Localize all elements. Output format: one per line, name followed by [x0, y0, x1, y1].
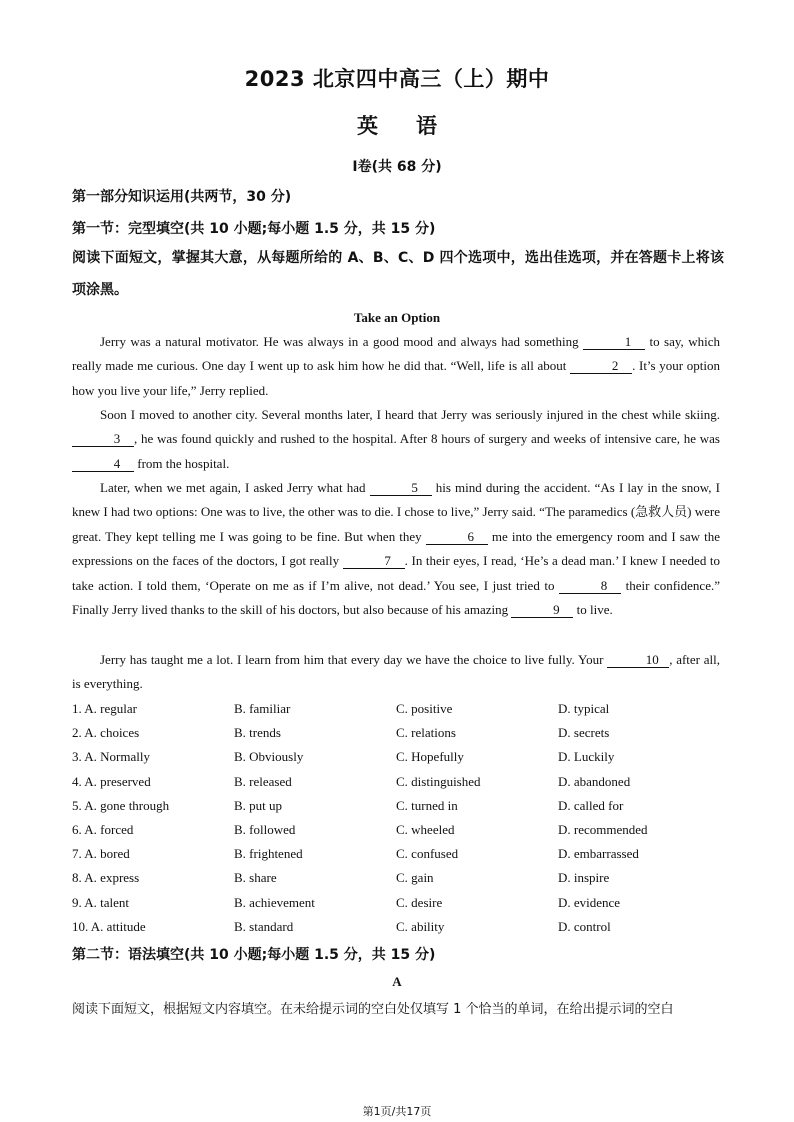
option-c: C. confused	[396, 846, 459, 862]
option-c: C. Hopefully	[396, 749, 464, 765]
option-c: C. wheeled	[396, 821, 455, 837]
blank-1: 1	[583, 335, 645, 350]
paragraph-text: Soon I moved to another city. Several months later, I heard that Jerry was seriously injured in the chest while skiing.	[100, 407, 720, 422]
option-row	[72, 721, 732, 745]
passage-paragraph-4	[72, 648, 720, 697]
option-c: C. gain	[396, 870, 434, 886]
option-b: B. achievement	[234, 894, 315, 910]
paragraph-text: to say, which really made me curious. One day I went up to ask him how he did that. “Well, life is all about	[72, 334, 720, 374]
paragraph-text: their confidence.” Finally Jerry lived thanks to the skill of his doctors, but also because of his amazing	[72, 577, 720, 618]
option-a: 6. A. forced	[72, 821, 134, 837]
option-b: B. frightened	[234, 846, 303, 862]
passage-paragraph-3	[72, 476, 720, 622]
option-row	[72, 915, 732, 939]
option-a: 7. A. bored	[72, 846, 130, 862]
paragraph-text: . It’s your option how you live your life,” Jerry replied.	[72, 358, 720, 398]
volume-label: Ⅰ卷(共 68 分)	[352, 159, 442, 175]
section2-instruction: 阅读下面短文，根据短文内容填空。在未给提示词的空白处仅填写 1 个恰当的单词，在给出提示词的空白	[72, 1002, 674, 1017]
subject-title: 英语	[357, 114, 475, 138]
blank-5: 5	[370, 481, 432, 496]
option-d: D. recommended	[558, 821, 648, 837]
option-b: B. put up	[234, 797, 283, 813]
option-b: B. Obviously	[234, 749, 304, 765]
section1-instruction: 阅读下面短文，掌握其大意，从每题所给的 A、B、C、D 四个选项中，选出佳选项，并在答题卡上将该项涂黑。	[72, 250, 724, 298]
option-d: D. Luckily	[558, 749, 615, 765]
passage-paragraph-1	[72, 330, 720, 403]
page-footer: 第1页/共17页	[362, 1105, 432, 1118]
option-a: 3. A. Normally	[72, 749, 150, 765]
option-d: D. abandoned	[558, 773, 631, 789]
option-row	[72, 818, 732, 842]
section2-heading: 第二节：语法填空(共 10 小题;每小题 1.5 分，共 15 分)	[72, 947, 436, 963]
option-b: B. trends	[234, 725, 281, 741]
option-d: D. inspire	[558, 870, 610, 886]
option-c: C. ability	[396, 918, 445, 934]
option-d: D. secrets	[558, 725, 610, 741]
blank-3: 3	[72, 432, 134, 447]
blank-9: 9	[511, 603, 573, 618]
option-a: 9. A. talent	[72, 894, 130, 910]
option-row	[72, 697, 732, 721]
option-d: D. called for	[558, 797, 624, 813]
option-c: C. positive	[396, 701, 453, 716]
paragraph-text: to live.	[573, 602, 613, 618]
option-a: 2. A. choices	[72, 725, 140, 741]
paragraph-text: Later, when we met again, I asked Jerry what had	[100, 480, 370, 495]
option-c: C. turned in	[396, 797, 458, 813]
option-a: 1. A. regular	[72, 701, 137, 716]
options-table	[72, 697, 732, 939]
exam-title: 2023 北京四中高三（上）期中	[244, 67, 550, 91]
paragraph-text: Jerry was a natural motivator. He was always in a good mood and always had something	[100, 334, 584, 349]
paragraph-text: , after all, is everything.	[72, 652, 720, 692]
option-d: D. control	[558, 918, 611, 934]
paragraph-text: , he was found quickly and rushed to the hospital. After 8 hours of surgery and weeks of intensive care, he was	[134, 431, 720, 447]
paragraph-text: . In their eyes, I read, ‘He’s a dead man.’ I knew I needed to take action. I told them, ‘Operate on me as if I’m alive, not dead.’ You see, I just tried to	[72, 553, 720, 593]
option-b: B. familiar	[234, 701, 291, 716]
option-b: B. standard	[234, 918, 294, 934]
paragraph-text: me into the emergency room and I saw the expressions on the faces of the doctors, I got really	[72, 528, 721, 569]
passage-paragraph-2	[72, 403, 720, 476]
blank-4: 4	[72, 457, 134, 472]
blank-2: 2	[570, 359, 632, 374]
paragraph-text: Jerry has taught me a lot. I learn from him that every day we have the choice to live fully. Your	[100, 652, 608, 667]
option-c: C. desire	[396, 894, 443, 910]
option-row	[72, 770, 732, 794]
option-d: D. evidence	[558, 894, 621, 910]
passage-title: Take an Option	[353, 310, 441, 325]
option-b: B. followed	[234, 821, 296, 837]
option-c: C. relations	[396, 725, 456, 741]
option-a: 4. A. preserved	[72, 773, 151, 789]
blank-10: 10	[607, 653, 669, 668]
part1-heading: 第一部分知识运用(共两节，30 分)	[72, 189, 292, 205]
option-b: B. released	[234, 773, 292, 789]
blank-7: 7	[343, 554, 405, 569]
option-row	[72, 866, 732, 890]
section1-heading: 第一节：完型填空(共 10 小题;每小题 1.5 分，共 15 分)	[72, 221, 436, 237]
option-d: D. embarrassed	[558, 846, 639, 862]
option-a: 10. A. attitude	[72, 918, 146, 934]
paragraph-text: from the hospital.	[134, 455, 230, 471]
option-a: 8. A. express	[72, 870, 140, 886]
option-row	[72, 794, 732, 818]
option-row	[72, 745, 732, 769]
option-d: D. typical	[558, 701, 610, 716]
option-a: 5. A. gone through	[72, 797, 170, 813]
option-b: B. share	[234, 870, 277, 886]
option-row	[72, 891, 732, 915]
blank-8: 8	[559, 579, 621, 594]
section2-passage-label: A	[392, 974, 402, 989]
paragraph-text: his mind during the accident. “As I lay in the snow, I knew I had two options: One was to live, the other was to die. I chose to live,” Jerry said. “The paramedics (急救人员) were great. They kept telling me I was going to be fine. But when they	[72, 480, 721, 544]
option-c: C. distinguished	[396, 773, 481, 789]
option-row	[72, 842, 732, 866]
blank-6: 6	[426, 530, 488, 545]
